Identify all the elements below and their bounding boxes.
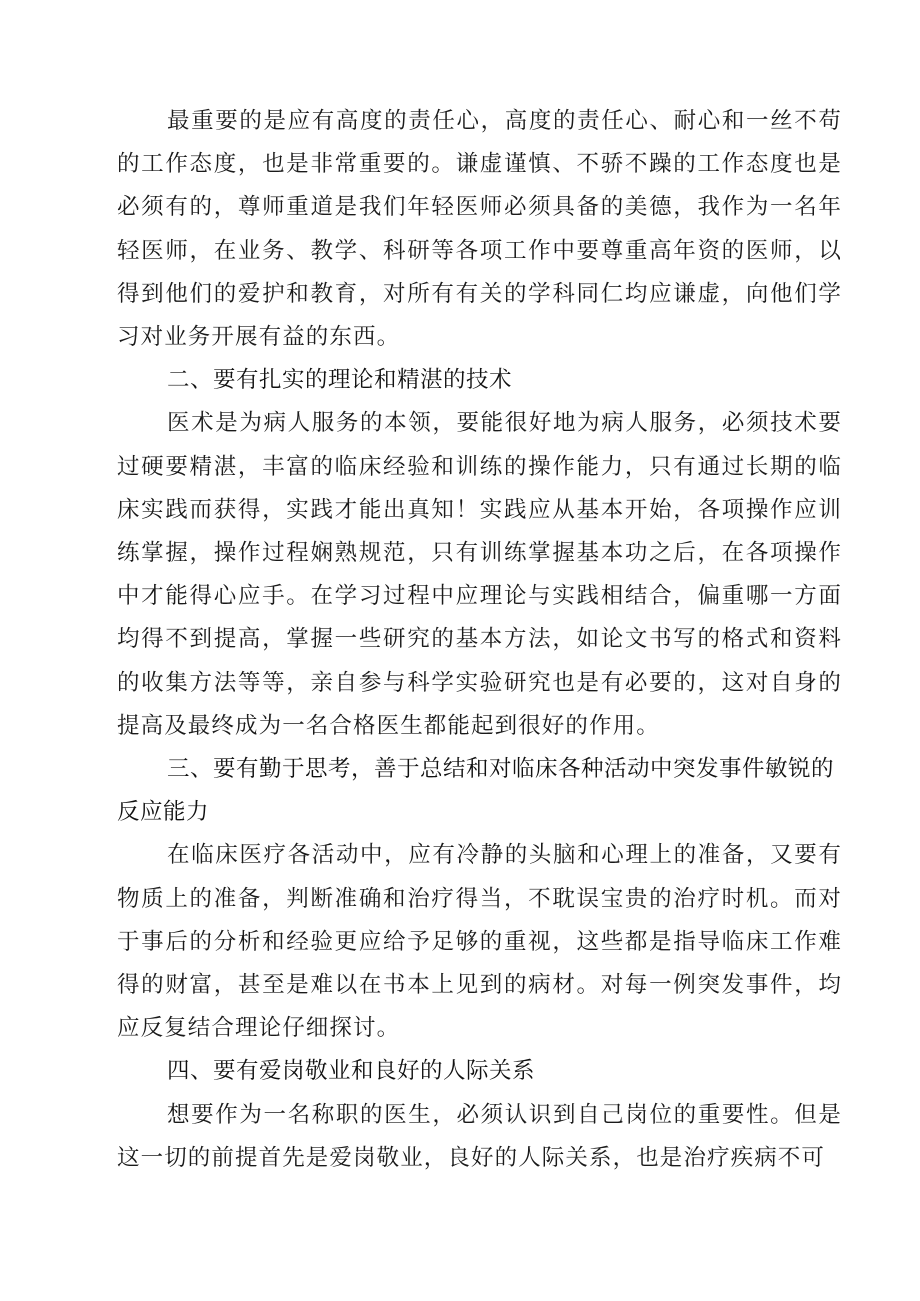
section-heading-2: 二、要有扎实的理论和精湛的技术: [167, 367, 513, 394]
paragraph-emergency-response: 在临床医疗各活动中，应有冷静的头脑和心理上的准备，又要有物质上的准备，判断准确和治疗得当，不耽误宝贵的治疗时机。而对于事后的分析和经验更应给予足够的重视，这些都是指导临床工作难得的财富，甚至是难以在书本上见到的病材。对每一例突发事件，均应反复结合理论仔细探讨。: [117, 842, 842, 1042]
section-heading-3: 三、要有勤于思考，善于总结和对临床各种活动中突发事件敏锐的反应能力: [117, 756, 835, 826]
section-heading-4: 四、要有爱岗敬业和良好的人际关系: [167, 1058, 536, 1085]
paragraph-theory-technique: 医术是为病人服务的本领，要能很好地为病人服务，必须技术要过硬要精湛，丰富的临床经验和训练的操作能力，只有通过长期的临床实践而获得，实践才能出真知！实践应从基本开始，各项操作应训练掌握，操作过程娴熟规范，只有训练掌握基本功之后，在各项操作中才能得心应手。在学习过程中应理论与实践相结合，偏重哪一方面均得不到提高，掌握一些研究的基本方法，如论文书写的格式和资料的收集方法等等，亲自参与科学实验研究也是有必要的，这对自身的提高及最终成为一名合格医生都能起到很好的作用。: [117, 410, 842, 739]
paragraph-dedication: 想要作为一名称职的医生，必须认识到自己岗位的重要性。但是这一切的前提首先是爱岗敬业，良好的人际关系，也是治疗疾病不可: [117, 1101, 842, 1171]
document-body: [117, 100, 842, 1180]
paragraph-responsibility: 最重要的是应有高度的责任心，高度的责任心、耐心和一丝不苟的工作态度，也是非常重要的。谦虚谨慎、不骄不躁的工作态度也是必须有的，尊师重道是我们年轻医师必须具备的美德，我作为一名年轻医师，在业务、教学、科研等各项工作中要尊重高年资的医师，以得到他们的爱护和教育，对所有有关的学科同仁均应谦虚，向他们学习对业务开展有益的东西。: [117, 108, 842, 351]
